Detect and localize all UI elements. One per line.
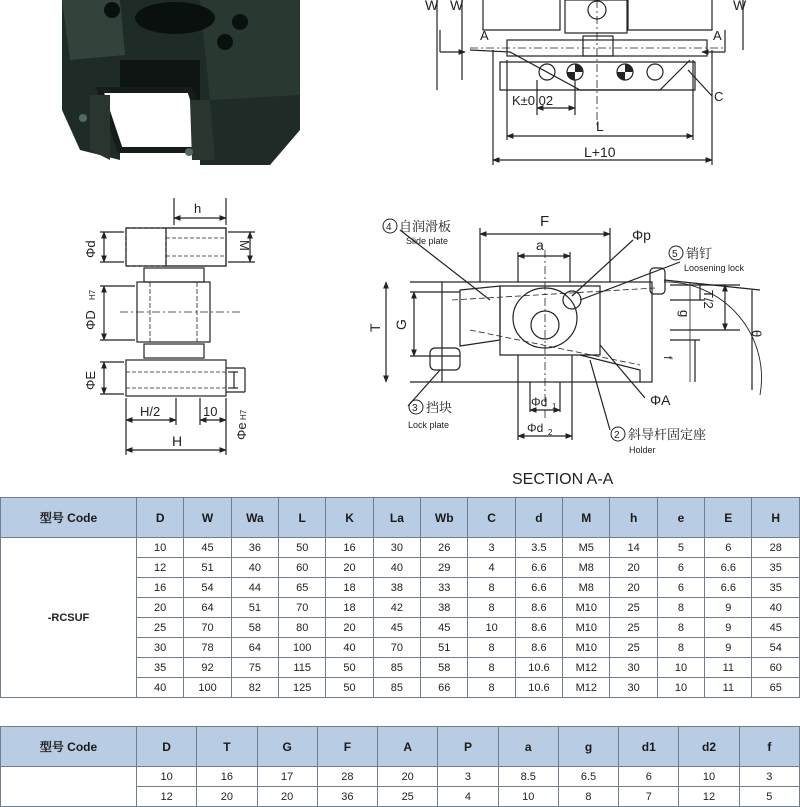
dim-phi-d1-sub: 1 xyxy=(552,402,557,411)
table2-header-row xyxy=(1,727,800,767)
table-cell: 9 xyxy=(705,638,752,658)
dim-l: L xyxy=(596,118,604,134)
table-cell: M10 xyxy=(563,598,610,618)
callout-5-en: Loosening lock xyxy=(684,263,745,273)
table-cell: 10.6 xyxy=(515,678,562,698)
table1-header-cell: L xyxy=(279,498,326,538)
table-cell: 10 xyxy=(137,538,184,558)
table-cell: 50 xyxy=(326,658,373,678)
table-cell: 70 xyxy=(373,638,420,658)
table-cell: 28 xyxy=(317,767,377,787)
table-cell: M5 xyxy=(563,538,610,558)
table-cell: 14 xyxy=(610,538,657,558)
table-cell: 6 xyxy=(657,578,704,598)
table-cell: 115 xyxy=(279,658,326,678)
dim-f-top: F xyxy=(540,213,550,230)
table1-header-cell: Wb xyxy=(421,498,468,538)
table-cell: 51 xyxy=(184,558,231,578)
dim-h-small: h xyxy=(194,201,202,216)
table-cell: 100 xyxy=(279,638,326,658)
table-cell: 51 xyxy=(421,638,468,658)
table-cell: 20 xyxy=(378,767,438,787)
product-photo xyxy=(0,0,330,200)
table1-header-row xyxy=(1,498,800,538)
dim-f-small: f xyxy=(661,356,675,360)
table-cell: 40 xyxy=(137,678,184,698)
table-row xyxy=(1,767,800,787)
table-cell: 60 xyxy=(752,658,800,678)
spec-table-1 xyxy=(0,497,800,698)
dim-k: K±0.02 xyxy=(512,93,554,108)
callout-2-en: Holder xyxy=(629,445,656,455)
dim-phi-a: ΦA xyxy=(650,392,671,408)
table-cell: 12 xyxy=(137,787,197,807)
dim-phi-eh7-tol: H7 xyxy=(239,409,248,420)
table-cell: 82 xyxy=(231,678,278,698)
table-cell: 10 xyxy=(468,618,515,638)
table1-header-cell: 型号 Code xyxy=(1,498,137,538)
table1-header-cell: D xyxy=(137,498,184,538)
dim-theta: θ xyxy=(749,330,764,338)
table-cell: 45 xyxy=(752,618,800,638)
dim-t: T xyxy=(367,323,383,332)
table-cell: 25 xyxy=(610,598,657,618)
table-cell: 20 xyxy=(197,787,257,807)
dim-h-half: H/2 xyxy=(140,404,161,419)
table2-header-cell: A xyxy=(378,727,438,767)
dim-phi-p: Φp xyxy=(632,227,651,243)
callout-loosening-lock xyxy=(669,246,745,273)
table-cell: 3 xyxy=(468,538,515,558)
table2-header-cell: T xyxy=(197,727,257,767)
callout-4-cn: 自润滑板 xyxy=(399,219,452,234)
table-cell: 64 xyxy=(231,638,278,658)
table-cell: 36 xyxy=(317,787,377,807)
table-cell: 8.6 xyxy=(515,598,562,618)
table-cell: 4 xyxy=(438,787,498,807)
table-cell: 25 xyxy=(378,787,438,807)
table-cell: 45 xyxy=(373,618,420,638)
table-cell: 45 xyxy=(184,538,231,558)
table-cell: 70 xyxy=(184,618,231,638)
table1-header-cell: E xyxy=(705,498,752,538)
table-cell: 20 xyxy=(610,578,657,598)
dim-w1: W xyxy=(425,0,439,13)
table-cell: 3 xyxy=(438,767,498,787)
table-cell: M10 xyxy=(563,638,610,658)
table1-header-cell: d xyxy=(515,498,562,538)
table-cell: 70 xyxy=(279,598,326,618)
callout-4-en: Slide plate xyxy=(406,236,449,246)
table-cell: 40 xyxy=(326,638,373,658)
table-cell: 8 xyxy=(468,578,515,598)
dim-m: M xyxy=(237,240,252,251)
table-cell: 75 xyxy=(231,658,278,678)
table-cell: 38 xyxy=(421,598,468,618)
callout-5-number: 5 xyxy=(672,249,678,260)
table1-header-cell: C xyxy=(468,498,515,538)
table-cell: 16 xyxy=(137,578,184,598)
table-cell: 5 xyxy=(657,538,704,558)
table-cell: M12 xyxy=(563,678,610,698)
table-cell: 50 xyxy=(279,538,326,558)
table-cell: 38 xyxy=(373,578,420,598)
table-cell: 20 xyxy=(326,558,373,578)
dim-phi-d2-sub: 2 xyxy=(548,428,553,437)
table-cell: 30 xyxy=(137,638,184,658)
table1-header-cell: H xyxy=(752,498,800,538)
table-cell: 35 xyxy=(752,578,800,598)
table-cell: 60 xyxy=(279,558,326,578)
table-cell: 9 xyxy=(705,618,752,638)
table-cell: 100 xyxy=(184,678,231,698)
dim-a-right: A xyxy=(713,28,722,43)
dim-a-small: a xyxy=(536,237,544,253)
table-cell: 65 xyxy=(279,578,326,598)
table-cell: 40 xyxy=(752,598,800,618)
table-cell: 33 xyxy=(421,578,468,598)
table-cell: 3.5 xyxy=(515,538,562,558)
callout-3-number: 3 xyxy=(412,403,418,414)
dim-10: 10 xyxy=(203,404,218,419)
table-cell: 8 xyxy=(657,638,704,658)
table-cell: 66 xyxy=(421,678,468,698)
table-cell: 7 xyxy=(619,787,679,807)
table-cell: 8.5 xyxy=(498,767,558,787)
table1-header-cell: W xyxy=(184,498,231,538)
callout-3-cn: 挡块 xyxy=(426,400,453,415)
table2-header-cell: d2 xyxy=(679,727,739,767)
table-cell: 40 xyxy=(231,558,278,578)
table-cell: 11 xyxy=(705,678,752,698)
table-cell: 10.6 xyxy=(515,658,562,678)
section-title: SECTION A-A xyxy=(512,471,614,488)
table-cell: M12 xyxy=(563,658,610,678)
table-cell: 54 xyxy=(752,638,800,658)
dim-phi-dh7: ΦD xyxy=(83,310,98,330)
dim-phi-e-big: ΦE xyxy=(83,370,98,390)
dim-c: C xyxy=(714,89,724,104)
callout-5-cn: 销钉 xyxy=(686,246,713,261)
callout-2-number: 2 xyxy=(614,430,620,441)
table-cell: 28 xyxy=(752,538,800,558)
table2-header-cell: g xyxy=(558,727,618,767)
table-cell: 8 xyxy=(468,678,515,698)
table-cell: 6 xyxy=(705,538,752,558)
table-cell: 10 xyxy=(498,787,558,807)
table-cell: 80 xyxy=(279,618,326,638)
dim-h-big: H xyxy=(172,433,183,449)
table1-header-cell: h xyxy=(610,498,657,538)
table-cell: 4 xyxy=(468,558,515,578)
table-cell: 92 xyxy=(184,658,231,678)
table-cell: 11 xyxy=(705,658,752,678)
table1-header-cell: Wa xyxy=(231,498,278,538)
dim-a-left: A xyxy=(480,28,489,43)
table-cell: 85 xyxy=(373,678,420,698)
table-cell: 36 xyxy=(231,538,278,558)
callout-lock-plate xyxy=(408,400,452,430)
table-cell: 6.6 xyxy=(705,578,752,598)
table2-header-cell: a xyxy=(498,727,558,767)
table-cell: 40 xyxy=(373,558,420,578)
dim-g-small: g xyxy=(677,310,692,318)
table-cell: 5 xyxy=(739,787,799,807)
table-cell: 30 xyxy=(610,658,657,678)
callout-slide-plate xyxy=(383,219,451,246)
table1-header-cell: e xyxy=(657,498,704,538)
dim-phi-d1: Φd xyxy=(531,395,548,409)
table1-code-cell: -RCSUF xyxy=(1,538,137,698)
table-cell: 6 xyxy=(619,767,679,787)
table-cell: 51 xyxy=(231,598,278,618)
table-cell: 12 xyxy=(137,558,184,578)
table-cell: 26 xyxy=(421,538,468,558)
table-cell: 25 xyxy=(137,618,184,638)
table1-header-cell: M xyxy=(563,498,610,538)
callout-4-number: 4 xyxy=(386,222,392,233)
table-cell: 58 xyxy=(231,618,278,638)
table-cell: 16 xyxy=(326,538,373,558)
table-cell: 20 xyxy=(610,558,657,578)
table-cell: 6.6 xyxy=(515,558,562,578)
table-cell: 8 xyxy=(468,658,515,678)
table-cell: 8.6 xyxy=(515,638,562,658)
table-cell: 29 xyxy=(421,558,468,578)
table2-code-cell xyxy=(1,767,137,807)
table-cell: 65 xyxy=(752,678,800,698)
table-cell: 20 xyxy=(257,787,317,807)
table-cell: 10 xyxy=(137,767,197,787)
table1-header-cell: La xyxy=(373,498,420,538)
dim-w2: W xyxy=(450,0,464,13)
table-cell: 8 xyxy=(657,598,704,618)
table-cell: 10 xyxy=(679,767,739,787)
table-cell: 9 xyxy=(705,598,752,618)
table-cell: M8 xyxy=(563,578,610,598)
spec-table-2 xyxy=(0,726,800,807)
table-cell: 10 xyxy=(657,678,704,698)
table2-header-cell: D xyxy=(137,727,197,767)
table2-header-cell: f xyxy=(739,727,799,767)
table-cell: 6.6 xyxy=(705,558,752,578)
callout-holder xyxy=(611,427,706,455)
table-cell: 8 xyxy=(657,618,704,638)
dim-phi-d: Φd xyxy=(83,240,98,258)
table-cell: 35 xyxy=(137,658,184,678)
table-cell: 58 xyxy=(421,658,468,678)
table-cell: 18 xyxy=(326,598,373,618)
table-cell: M8 xyxy=(563,558,610,578)
table2-header-cell: P xyxy=(438,727,498,767)
table-cell: 6.5 xyxy=(558,767,618,787)
table2-header-cell: d1 xyxy=(619,727,679,767)
table-cell: 85 xyxy=(373,658,420,678)
table-cell: 64 xyxy=(184,598,231,618)
table-cell: 50 xyxy=(326,678,373,698)
dim-w3: W xyxy=(733,0,747,13)
table-cell: 44 xyxy=(231,578,278,598)
table-cell: 20 xyxy=(326,618,373,638)
dim-g-big: G xyxy=(393,319,409,330)
table-cell: 6.6 xyxy=(515,578,562,598)
table-cell: 54 xyxy=(184,578,231,598)
table-cell: 125 xyxy=(279,678,326,698)
callout-2-cn: 斜导杆固定座 xyxy=(628,427,707,442)
table-cell: 18 xyxy=(326,578,373,598)
table-cell: 8.6 xyxy=(515,618,562,638)
table-cell: 30 xyxy=(610,678,657,698)
top-view xyxy=(437,0,743,165)
table-cell: 42 xyxy=(373,598,420,618)
table-cell: 78 xyxy=(184,638,231,658)
table-cell: 8 xyxy=(468,598,515,618)
table-cell: 35 xyxy=(752,558,800,578)
table-cell: 12 xyxy=(679,787,739,807)
dim-t-half: T/2 xyxy=(701,290,716,309)
table2-header-cell: F xyxy=(317,727,377,767)
top-view-marks xyxy=(567,64,633,80)
table2-header-cell: G xyxy=(257,727,317,767)
table-cell: 8 xyxy=(468,638,515,658)
table-cell: 16 xyxy=(197,767,257,787)
table-row xyxy=(1,538,800,558)
dim-phi-dh7-tol: H7 xyxy=(88,289,97,300)
table-cell: 45 xyxy=(421,618,468,638)
table-cell: 30 xyxy=(373,538,420,558)
table-cell: 25 xyxy=(610,618,657,638)
table1-header-cell: K xyxy=(326,498,373,538)
table-cell: 10 xyxy=(657,658,704,678)
table-cell: 8 xyxy=(558,787,618,807)
dim-l10: L+10 xyxy=(584,144,616,160)
table-cell: M10 xyxy=(563,618,610,638)
dim-phi-e-small: Φe xyxy=(234,422,249,440)
table-cell: 20 xyxy=(137,598,184,618)
table-cell: 6 xyxy=(657,558,704,578)
callout-3-en: Lock plate xyxy=(408,420,450,430)
table2-header-cell: 型号 Code xyxy=(1,727,137,767)
dim-phi-d2: Φd xyxy=(527,421,544,435)
table-cell: 17 xyxy=(257,767,317,787)
side-view xyxy=(100,198,255,455)
table-cell: 25 xyxy=(610,638,657,658)
table-cell: 3 xyxy=(739,767,799,787)
